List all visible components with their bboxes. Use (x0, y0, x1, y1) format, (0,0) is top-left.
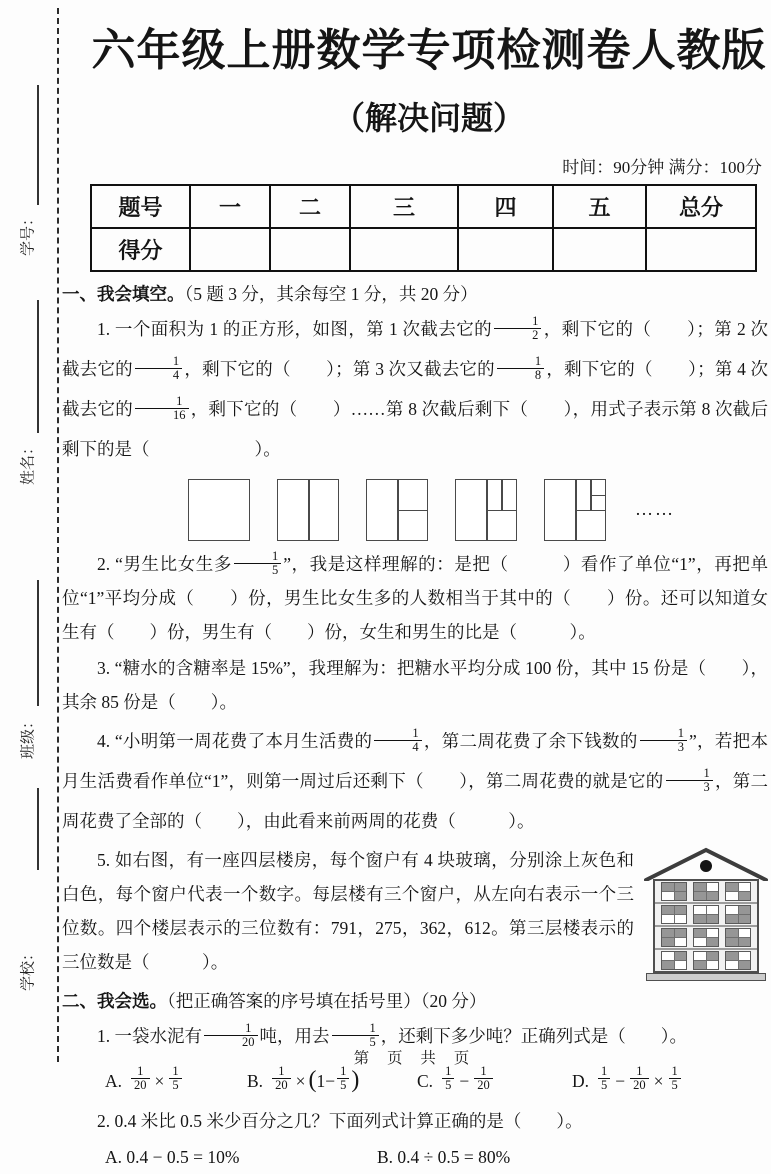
margin-blank-line (37, 300, 39, 433)
squares-figure (188, 477, 768, 543)
choice-question-2: 2. 0.4 米比 0.5 米少百分之几？下面列式计算正确的是（ ）。 (97, 1110, 583, 1131)
section1-heading: 一、我会填空。（5 题 3 分，其余每空 1 分，共 20 分） (62, 283, 478, 304)
fraction: $\frac{1}{20}$ (474, 1065, 493, 1092)
score-table (90, 184, 757, 272)
fraction: $\frac{1}{3}$ (640, 727, 687, 754)
window (693, 951, 719, 970)
margin-blank-line (37, 580, 39, 706)
fraction: $\frac{1}{16}$ (135, 395, 189, 422)
question-3: 3. “糖水的含糖率是 15%”，我理解为：把糖水平均分成 100 份，其中 15 份是（ ），其余 85 份是（ ）。 (62, 657, 768, 712)
window (693, 928, 719, 947)
fraction: $\frac{1}{20}$ (204, 1022, 258, 1049)
attic-window-dot (700, 860, 712, 872)
paper-subtitle: （解决问题） (332, 99, 525, 136)
window (693, 882, 719, 901)
question-1: 1. 一个面积为 1 的正方形，如图，第 1 次截去它的 $\frac{1}{2}$ ，剩下它的（ ）；第 2 次截去它的 $\frac{1}{4}$ ，剩下它的（ ）；第 3 次又截去它的 $\frac{1}{8}$ ，剩下它的（ ）；第 4 次截去它的 $\frac{1}{16}$ ，剩下它的（ ）……第 8 次截后剩下（ ），用式子表示第 8 次截后剩下的是（ ）。 (62, 314, 769, 459)
fraction: $\frac{1}{4}$ (135, 355, 182, 382)
margin-blank-line (37, 788, 39, 870)
building-floor (655, 925, 757, 948)
fraction: $\frac{1}{8}$ (497, 355, 544, 382)
option-C: C. $\frac{1}{5}$ − $\frac{1}{20}$ (417, 1060, 572, 1102)
fraction: $\frac{1}{5}$ (337, 1065, 349, 1092)
choice-question-1: 1. 一袋水泥有 $\frac{1}{20}$ 吨，用去 $\frac{1}{5}$ ，还剩下多少吨？正确列式是（ ）。 (97, 1021, 687, 1050)
window (661, 905, 687, 924)
score-table-score-row (91, 228, 756, 271)
fraction: $\frac{1}{5}$ (234, 550, 281, 577)
score-table-cell: 二 (270, 185, 350, 228)
student-number-label: 学号： (20, 211, 37, 257)
class-label: 班级： (20, 714, 37, 760)
page-footer: 第 页 共 页 (353, 1050, 477, 1067)
fraction: $\frac{1}{5}$ (598, 1065, 610, 1092)
margin-blank-line (37, 85, 39, 205)
score-table-cell: 五 (553, 185, 646, 228)
school-label: 学校： (20, 946, 37, 992)
option-B: B. $\frac{1}{20}$ × ( 1− $\frac{1}{5}$ ) (247, 1064, 360, 1093)
window (693, 905, 719, 924)
building-floor (655, 948, 757, 971)
score-empty-cell (458, 228, 553, 271)
window (661, 951, 687, 970)
score-empty-cell (553, 228, 646, 271)
window (725, 951, 751, 970)
fraction: $\frac{1}{4}$ (374, 727, 421, 754)
question-2: 2. “男生比女生多 $\frac{1}{5}$ ”，我是这样理解的：是把（ ）看作了单位“1”，再把单位“1”平均分成（ ）份，男生比女生多的人数相当于其中的（ ）份。还可以知道女生有（ ）份，男生有（ ）份，女生和男生的比是（ ）。 (62, 549, 768, 642)
score-table-cell: 题号 (91, 185, 190, 228)
option-A: A. $\frac{1}{20}$ × $\frac{1}{5}$ (105, 1060, 247, 1102)
square-step-2 (277, 479, 339, 541)
score-empty-cell (350, 228, 458, 271)
ellipsis-dots: …… (635, 499, 675, 520)
question-4: 4. “小明第一周花费了本月生活费的 $\frac{1}{4}$ ，第二周花费了余下钱数的 $\frac{1}{3}$ ”，若把本月生活费看作单位“1”，则第一周过后还剩下（ ），第二周花费的就是它的 $\frac{1}{3}$ ，第二周花费了全部的（ ），由此看来前两周的花费（ ）。 (62, 726, 768, 831)
building-floor (655, 881, 757, 902)
square-step-5 (544, 479, 606, 541)
window (661, 928, 687, 947)
building-figure (644, 847, 768, 981)
square-step-1 (188, 479, 250, 541)
window (725, 905, 751, 924)
paper-title: 六年级上册数学专项检测卷人教版 (91, 26, 767, 75)
roof-icon (644, 847, 768, 881)
fraction: $\frac{1}{2}$ (494, 315, 541, 342)
building-floor (655, 902, 757, 925)
building-base (646, 973, 766, 981)
score-table-cell: 三 (350, 185, 458, 228)
fraction: $\frac{1}{5}$ (442, 1065, 454, 1092)
choice-2-options (62, 1140, 768, 1174)
square-step-3 (366, 479, 428, 541)
fraction: $\frac{1}{20}$ (272, 1065, 291, 1092)
fraction: $\frac{1}{20}$ (131, 1065, 150, 1092)
score-table-cell: 四 (458, 185, 553, 228)
option-D: D. $\frac{1}{5}$ − $\frac{1}{20}$ × $\frac{1}{5}$ (572, 1060, 683, 1102)
student-name-label: 姓名： (20, 440, 37, 486)
fraction: $\frac{1}{20}$ (630, 1065, 649, 1092)
option-B: B. 0.4 ÷ 0.5 = 80% (377, 1146, 511, 1167)
score-empty-cell (270, 228, 350, 271)
section2-heading: 二、我会选。（把正确答案的序号填在括号里）（20 分） (62, 990, 487, 1011)
square-step-4 (455, 479, 517, 541)
window (725, 928, 751, 947)
building-floors (653, 879, 759, 973)
window (725, 882, 751, 901)
fraction: $\frac{1}{3}$ (666, 767, 713, 794)
time-score-info: 时间：90分钟 满分：100分 (562, 157, 762, 177)
question-5: 5. 如右图，有一座四层楼房，每个窗户有 4 块玻璃，分别涂上灰色和白色，每个窗户代表一个数字。每层楼有三个窗户，从左向右表示一个三位数。四个楼层表示的三位数有：791，275，362，612。第三层楼表示的三位数是（ ）。 (62, 849, 634, 972)
window (661, 882, 687, 901)
score-row-label: 得分 (91, 228, 190, 271)
score-empty-cell (646, 228, 756, 271)
fraction: $\frac{1}{5}$ (169, 1065, 181, 1092)
score-table-cell: 一 (190, 185, 270, 228)
option-A: A. 0.4 − 0.5 = 10% (105, 1146, 240, 1167)
binding-dashed-line (57, 8, 59, 1062)
score-empty-cell (190, 228, 270, 271)
fraction: $\frac{1}{5}$ (669, 1065, 681, 1092)
fraction: $\frac{1}{5}$ (332, 1022, 379, 1049)
question-5-block (62, 843, 768, 979)
score-table-cell: 总分 (646, 185, 756, 228)
paper-body (62, 16, 768, 1174)
score-table-header-row (91, 185, 756, 228)
